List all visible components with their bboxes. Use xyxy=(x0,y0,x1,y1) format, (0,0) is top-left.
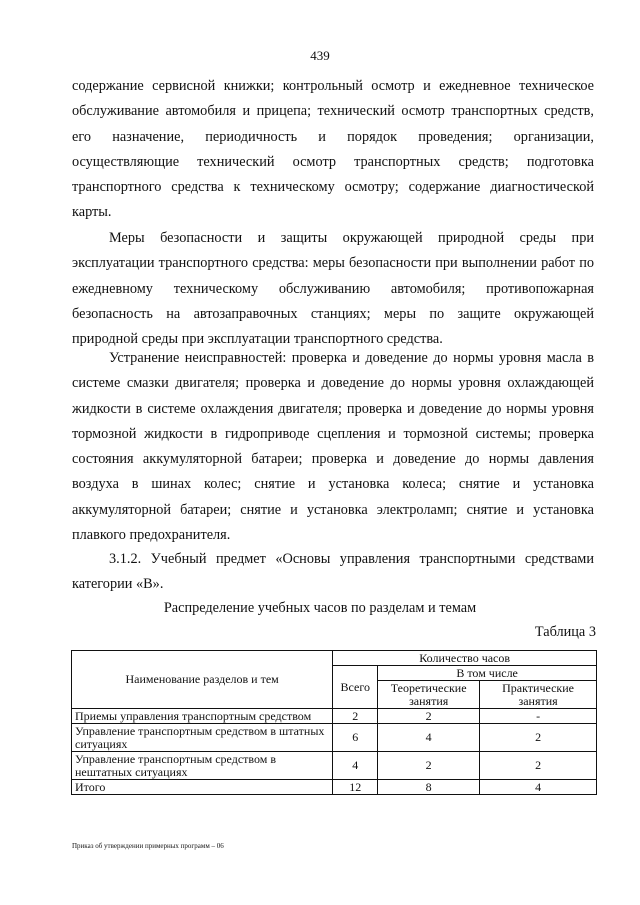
header-name: Наименование разделов и тем xyxy=(72,651,333,709)
totals-practice: 4 xyxy=(480,780,597,795)
header-theory: Теоретические занятия xyxy=(378,681,480,709)
row-practice: 2 xyxy=(480,752,597,780)
paragraph-troubleshooting xyxy=(72,346,594,548)
table-row xyxy=(72,709,597,724)
totals-row xyxy=(72,780,597,795)
row-name: Управление транспортным средством в штатных ситуациях xyxy=(72,724,333,752)
text-line: жидкости в системе охлаждения двигателя; проверка и доведение до нормы уровня xyxy=(72,400,594,417)
page-footer: Приказ об утверждении примерных программ – 06 xyxy=(72,842,224,850)
row-total: 2 xyxy=(333,709,378,724)
text-line: безопасность на автозаправочных станциях; меры по защите окружающей xyxy=(72,305,594,322)
header-total: Всего xyxy=(333,666,378,709)
text-line: осуществляющие технический осмотр транспортных средств; подготовка xyxy=(72,153,594,170)
totals-theory: 8 xyxy=(378,780,480,795)
header-row xyxy=(72,651,597,666)
text-line: природной среды при эксплуатации транспортного средства. xyxy=(72,331,443,348)
text-line: Меры безопасности и защиты окружающей природной среды при xyxy=(109,230,594,246)
table-row xyxy=(72,752,597,780)
hours-table xyxy=(71,650,597,795)
text-line: аккумуляторной батареи; снятие и установка электроламп; снятие и установка xyxy=(72,501,594,518)
text-line: содержание сервисной книжки; контрольный осмотр и ежедневное техническое xyxy=(72,78,594,94)
totals-name: Итого xyxy=(72,780,333,795)
table-row xyxy=(72,724,597,752)
text-line: 3.1.2. Учебный предмет «Основы управления транспортными средствами xyxy=(109,551,594,567)
row-practice: 2 xyxy=(480,724,597,752)
text-line: состояния аккумуляторной батареи; проверка и доведение до нормы давления xyxy=(72,451,594,468)
text-line: транспортного средства к техническому осмотру; содержание диагностической xyxy=(72,179,594,196)
text-line: категории «В». xyxy=(72,576,164,593)
table-label: Таблица 3 xyxy=(534,624,596,640)
row-practice: - xyxy=(480,709,597,724)
text-line: воздуха в шинах колес; снятие и установка колеса; снятие и установка xyxy=(72,476,594,493)
row-name: Приемы управления транспортным средством xyxy=(72,709,333,724)
paragraph-service-book xyxy=(72,74,594,226)
row-theory: 4 xyxy=(378,724,480,752)
row-total: 6 xyxy=(333,724,378,752)
text-line: эксплуатации транспортного средства: меры безопасности при выполнении работ по xyxy=(72,255,594,272)
row-theory: 2 xyxy=(378,709,480,724)
text-line: обслуживание автомобиля и прицепа; технический осмотр транспортных средств, xyxy=(72,103,594,120)
page-number: 439 xyxy=(310,48,330,63)
row-name: Управление транспортным средством в нештатных ситуациях xyxy=(72,752,333,780)
header-practice: Практические занятия xyxy=(480,681,597,709)
header-hours: Количество часов xyxy=(333,651,597,666)
header-including: В том числе xyxy=(378,666,597,681)
text-line: Устранение неисправностей: проверка и доведение до нормы уровня масла в xyxy=(109,350,594,366)
row-theory: 2 xyxy=(378,752,480,780)
text-line: карты. xyxy=(72,204,112,221)
text-line: ежедневному техническому обслуживанию автомобиля; противопожарная xyxy=(72,280,594,297)
text-line: плавкого предохранителя. xyxy=(72,527,231,544)
totals-total: 12 xyxy=(333,780,378,795)
text-line: его назначение, периодичность и порядок проведения; организации, xyxy=(72,128,594,145)
table-caption: Распределение учебных часов по разделам и темам xyxy=(163,600,477,616)
paragraph-safety-measures xyxy=(72,226,594,352)
text-line: тормозной жидкости в гидроприводе сцепления и тормозной системы; проверка xyxy=(72,425,594,442)
row-total: 4 xyxy=(333,752,378,780)
paragraph-subject-heading xyxy=(72,547,594,598)
text-line: системе смазки двигателя; проверка и доведение до нормы уровня охлаждающей xyxy=(72,375,594,392)
